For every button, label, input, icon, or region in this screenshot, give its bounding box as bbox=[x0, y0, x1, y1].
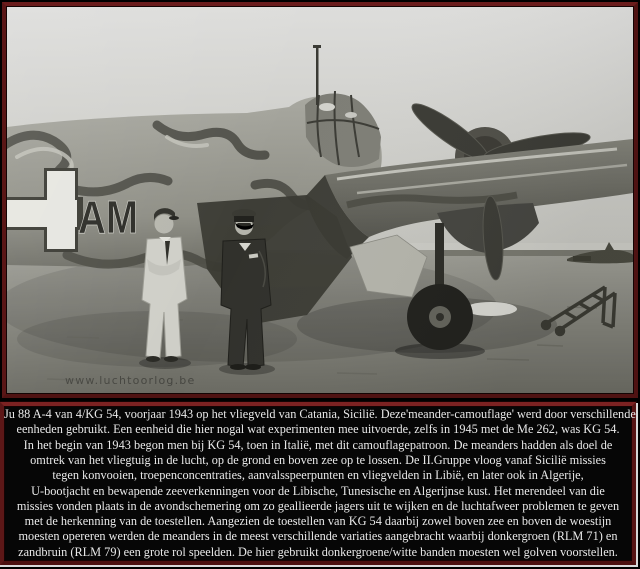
caption-line: missies vonden plaats in de avondschemering om zo geallieerde jagers uit te wijken en de luchtafweer problemen te geven bbox=[16, 498, 620, 513]
photo-illustration bbox=[7, 7, 633, 393]
caption-line: eenheden gebruikt. Een eenheid die hier nogal wat experimenten mee uitvoerde, zelfs in 1945 met de Me 262, was KG 54. bbox=[16, 422, 620, 437]
photo bbox=[7, 7, 633, 393]
caption-line: Ju 88 A-4 van 4/KG 54, voorjaar 1943 op het vliegveld van Catania, Sicilië. Deze'meander-camouflage' werd door verschillende bbox=[4, 407, 636, 422]
caption-line: tegen konvooien, troepenconcentraties, aanvalsspeerpunten en vliegvelden in Libië, en later ook in Algerije, bbox=[52, 468, 584, 483]
caption-line: U-bootjacht en bewapende zeeverkenningen voor de Libische, Tunesische en Algerijnse kust. Het merendeel van die bbox=[31, 483, 605, 498]
page-edge-bottom bbox=[0, 565, 638, 567]
page-edge-right bbox=[636, 403, 638, 565]
photo-frame-border bbox=[2, 2, 638, 398]
photo-grain-overlay bbox=[7, 7, 633, 393]
caption-line: moesten opereren werden de meanders in de meest verschillende variaties aangebracht waarbij donkergroen (RLM 71) en bbox=[18, 529, 618, 544]
caption-box bbox=[0, 402, 636, 565]
caption-line: zandbruin (RLM 79) een grote rol speelden. De hier gebruikt donkergroene/witte banden moesten wel golven voorstellen. bbox=[18, 544, 618, 559]
caption-line: omtrek van het vliegtuig in de lucht, op de grond en boven zee op te lossen. De II.Gruppe vloog vanaf Sicilië missies bbox=[30, 452, 606, 467]
caption-line: met de herkenning van de toestellen. Aangezien de toestellen van KG 54 daarbij zowel boven zee en boven de woestijn bbox=[24, 514, 612, 529]
caption-line: In het begin van 1943 begon men bij KG 54, toen in Italië, met dit camouflagepatroon. De meanders hadden als doel de bbox=[23, 437, 613, 452]
